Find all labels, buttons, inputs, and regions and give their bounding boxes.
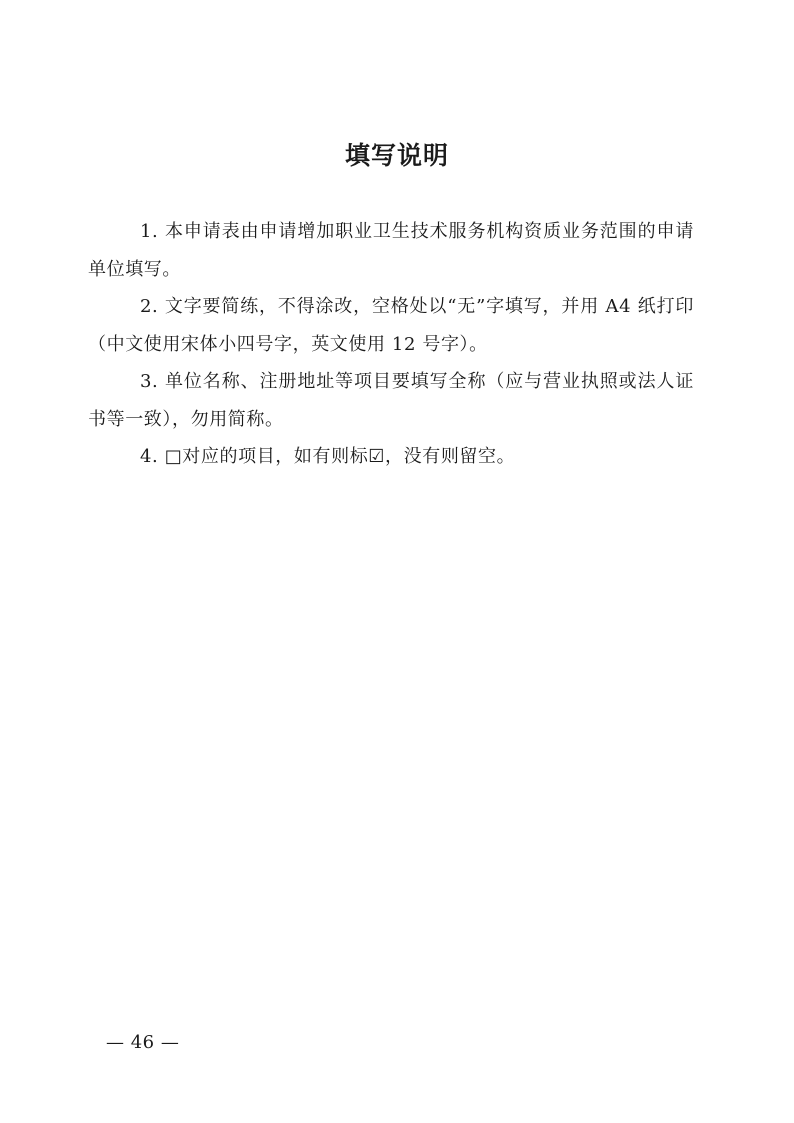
instruction-paragraph-3: 3. 单位名称、注册地址等项目要填写全称（应与营业执照或法人证书等一致），勿用简称。 (88, 371, 694, 430)
instructions-body (88, 213, 694, 476)
instruction-paragraph-2: 2. 文字要简练，不得涂改，空格处以“无”字填写，并用 A4 纸打印（中文使用宋体小四号字，英文使用 12 号字）。 (88, 296, 694, 355)
page-title: 填写说明 (344, 141, 449, 170)
instruction-paragraph-1: 1. 本申请表由申请增加职业卫生技术服务机构资质业务范围的申请单位填写。 (88, 221, 694, 280)
instruction-paragraph-4: 4. □对应的项目，如有则标☑，没有则留空。 (140, 446, 516, 467)
page-number: — 46 — (106, 1032, 180, 1053)
